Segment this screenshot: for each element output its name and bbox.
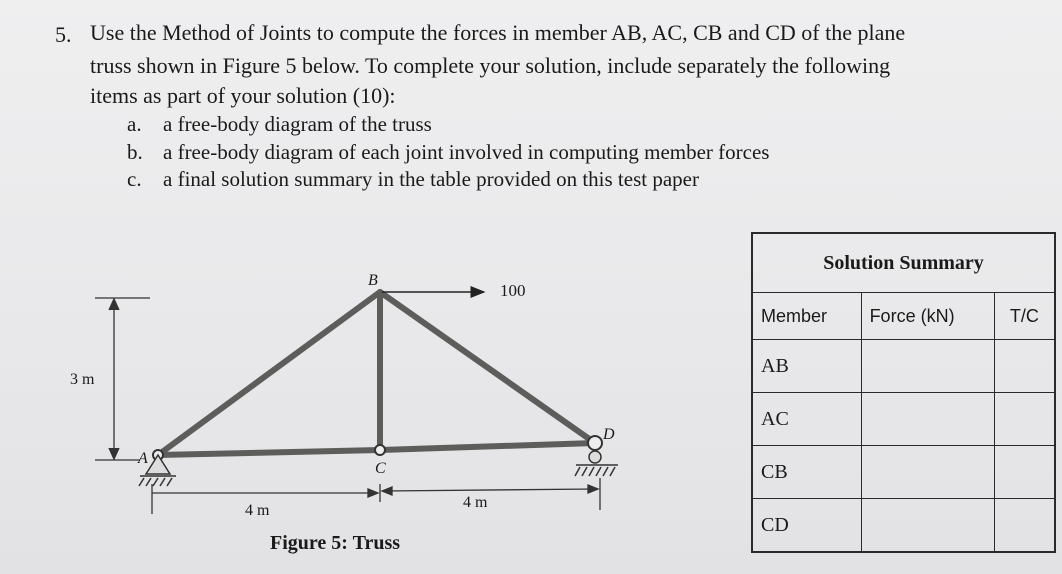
force-cell[interactable] [861, 446, 994, 499]
member-cell: CD [752, 499, 861, 553]
item-marker: c. [127, 167, 142, 191]
question-text-line-3: items as part of your solution (10): [90, 83, 396, 108]
span-dimension [152, 478, 600, 514]
item-marker: b. [127, 140, 143, 164]
solution-summary-table [751, 232, 1056, 553]
member-cell: CB [752, 446, 861, 499]
table-title: Solution Summary [752, 233, 1055, 293]
height-dimension [95, 298, 150, 460]
question-text-line-2: truss shown in Figure 5 below. To complete your solution, include separately the following [90, 53, 891, 78]
item-text: a free-body diagram of each joint involved in computing member forces [163, 140, 770, 164]
height-label: 3 m [70, 371, 95, 388]
item-text: a free-body diagram of the truss [163, 112, 432, 136]
joint-c [375, 445, 385, 455]
question-number: 5. [55, 22, 72, 47]
table-row [752, 446, 1055, 499]
member-ab [158, 292, 380, 455]
tc-cell[interactable] [994, 393, 1055, 446]
header-force: Force (kN) [861, 293, 994, 340]
tc-cell[interactable] [994, 446, 1055, 499]
member-cell: AC [752, 393, 861, 446]
header-member: Member [752, 293, 861, 340]
truss-members [158, 292, 595, 455]
force-cell[interactable] [861, 499, 994, 553]
span-right-label: 4 m [463, 494, 488, 511]
force-cell[interactable] [861, 340, 994, 393]
table-row [752, 340, 1055, 393]
joint-d [588, 436, 602, 450]
force-cell[interactable] [861, 393, 994, 446]
roller-support-d [575, 451, 618, 476]
tc-cell[interactable] [994, 340, 1055, 393]
question-text-line-1: Use the Method of Joints to compute the forces in member AB, AC, CB and CD of the plane [90, 20, 906, 45]
item-marker: a. [127, 112, 142, 136]
header-tc: T/C [994, 293, 1055, 340]
load-label: 100 [500, 281, 526, 300]
member-cd [380, 443, 595, 450]
table-row [752, 499, 1055, 553]
tc-cell[interactable] [994, 499, 1055, 553]
table-row [752, 393, 1055, 446]
joint-d-label: D [603, 426, 615, 443]
member-ac [158, 450, 380, 455]
joint-a-label: A [138, 450, 148, 467]
span-left-label: 4 m [245, 502, 270, 519]
member-bd [380, 292, 595, 443]
figure-caption: Figure 5: Truss [270, 532, 401, 554]
joint-c-label: C [375, 460, 386, 477]
item-text: a final solution summary in the table provided on this test paper [163, 167, 699, 191]
member-cell: AB [752, 340, 861, 393]
joint-b-label: B [368, 272, 378, 289]
